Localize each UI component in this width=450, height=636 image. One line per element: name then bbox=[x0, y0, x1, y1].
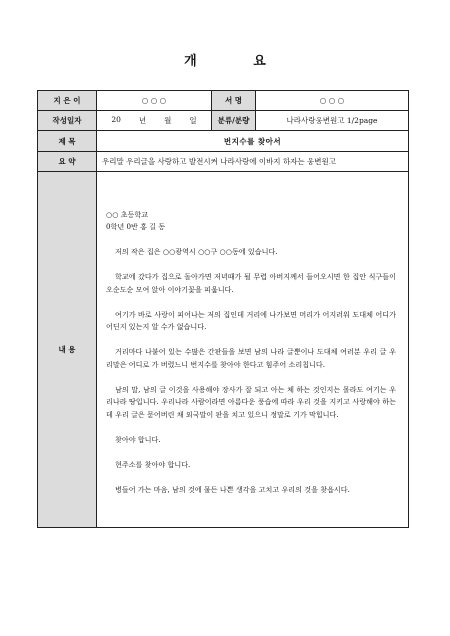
date-year: 20 bbox=[111, 115, 121, 124]
subject-label: 제 목 bbox=[38, 131, 97, 152]
content-label: 내 용 bbox=[38, 172, 97, 528]
overview-form bbox=[37, 90, 409, 528]
paragraph: 병들어 가는 마음, 남의 것에 물든 나쁜 생각을 고치고 우리의 것을 찾읍시다. bbox=[115, 484, 350, 494]
author-row bbox=[38, 91, 409, 111]
date-year-unit: 년 bbox=[138, 116, 147, 125]
speech-text bbox=[97, 203, 408, 497]
author-label: 지 은 이 bbox=[38, 91, 97, 111]
category-value: 나라사랑웅변원고 1/2page bbox=[256, 111, 409, 131]
document-title: 개 요 bbox=[184, 54, 292, 69]
date-label: 작성일자 bbox=[38, 111, 97, 131]
subject-row bbox=[38, 131, 409, 152]
signature-value: ○ ○ ○ bbox=[256, 91, 409, 111]
paragraph: 현주소를 찾아야 합니다. bbox=[115, 459, 191, 469]
content-row bbox=[38, 172, 409, 528]
date-month-unit: 월 bbox=[164, 116, 172, 125]
paragraph: 여기가 바로 사랑이 피어나는 저의 집인데 거리에 나가보면 머리가 어지러워 도대체 어디가 어딘지 있는지 알 수가 없습니다. bbox=[106, 309, 396, 332]
paragraph: 학교에 갔다가 집으로 돌아가면 저녁때가 될 무렵 아버지께서 들어오시면 한 집안 식구들이 오순도순 모여 앉아 이야기꽃을 피웁니다. bbox=[106, 272, 396, 294]
date-day-unit: 일 bbox=[189, 116, 197, 125]
paragraph: 남의 말, 남의 글 이것을 사용해야 장사가 잘 되고 아는 체 하는 것인지는 몰라도 여기는 우리나라 땅입니다. 우리나라 사람이라면 아름다운 풍습에 따라 우리 것을 지키고 사랑해야 하는데 우리 글은 묻어버린 채 외국말이 판을 치고 있으니 정말로 기가 막힙니다. bbox=[106, 384, 396, 419]
content-cell bbox=[97, 172, 409, 528]
subject-value: 번지수를 찾아서 bbox=[97, 131, 409, 152]
paragraph: 찾아야 합니다. bbox=[115, 434, 161, 444]
paragraph: 거리마다 나붙어 있는 수많은 간판들을 보면 남의 나라 글뿐이나 도대체 여러분 우리 글 우리말은 어디로 가 버렸느니 번지수를 찾아야 한다고 힘주어 소리칩니다. bbox=[106, 347, 396, 369]
date-row bbox=[38, 111, 409, 131]
summary-row bbox=[38, 152, 409, 172]
summary-label: 요 약 bbox=[38, 152, 97, 172]
student-name: 0학년 0반 홍 길 동 bbox=[106, 222, 166, 232]
summary-value: 우리말 우리글을 사랑하고 발전시켜 나라사랑에 이바지 하자는 웅변원고 bbox=[97, 152, 409, 172]
date-value bbox=[97, 111, 212, 131]
category-label: 분류/분량 bbox=[212, 111, 256, 131]
signature-label: 서 명 bbox=[212, 91, 256, 111]
paragraph: 저의 작은 집은 ○○광역시 ○○구 ○○동에 있습니다. bbox=[115, 247, 278, 257]
school-name: ○○ 초등학교 bbox=[106, 209, 149, 219]
author-value: ○ ○ ○ bbox=[97, 91, 212, 111]
